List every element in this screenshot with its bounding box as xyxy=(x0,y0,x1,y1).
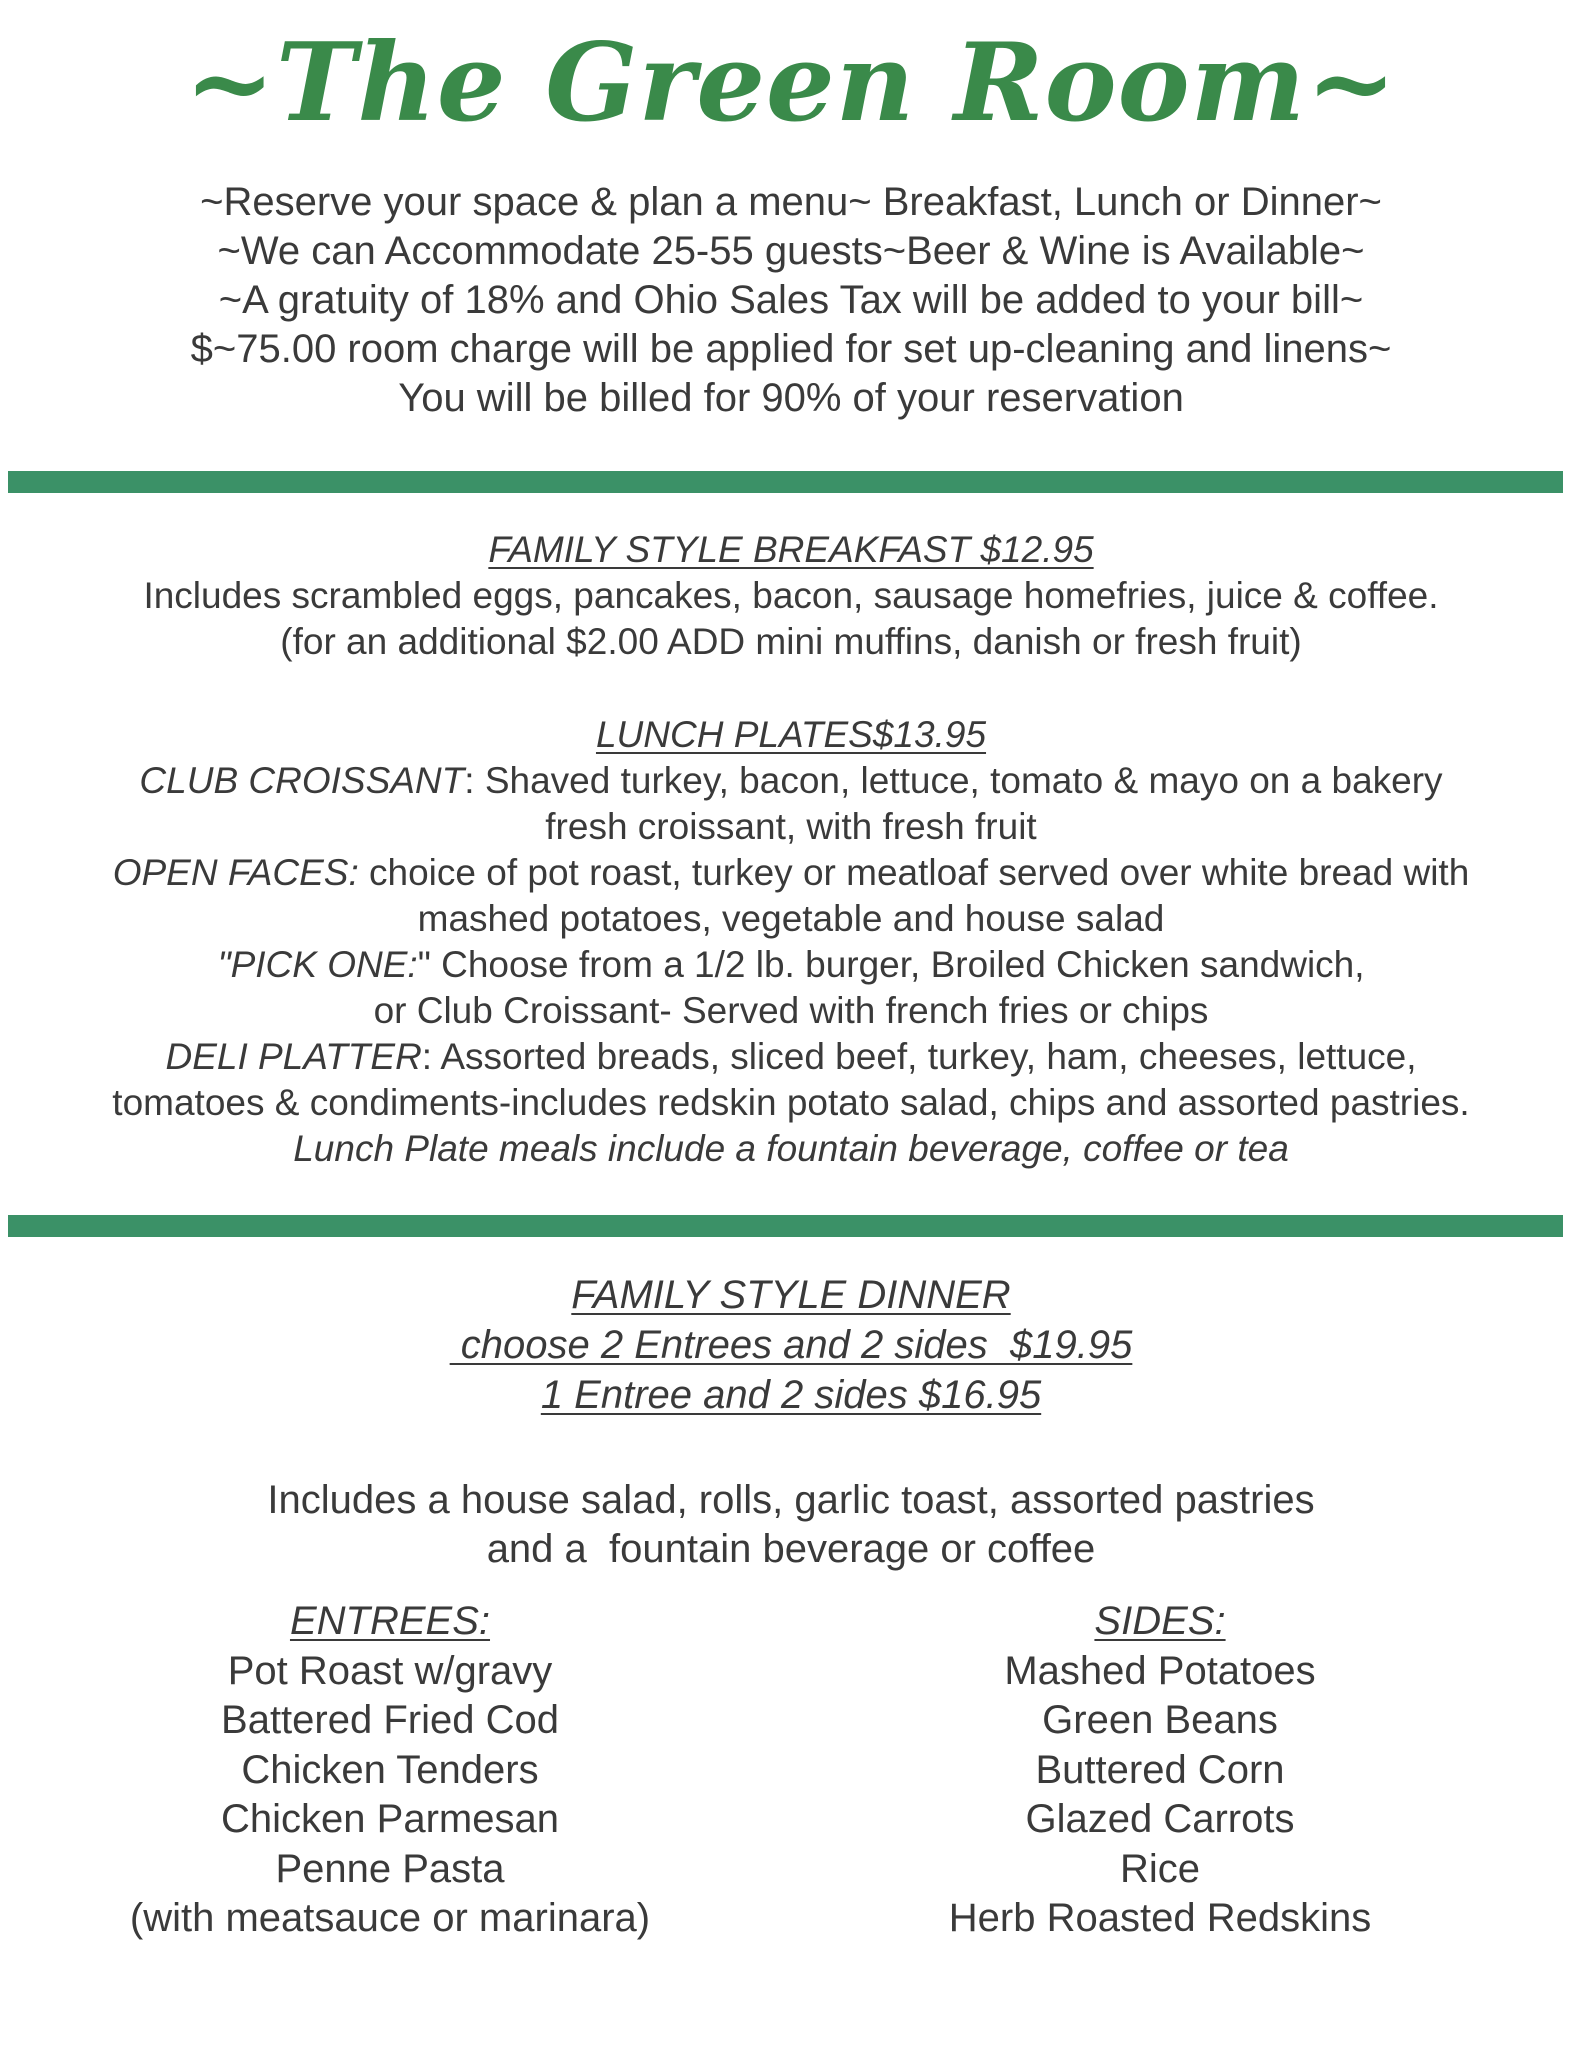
dinner-option-two-entrees: choose 2 Entrees and 2 sides $19.95 xyxy=(449,1323,1133,1367)
entree-item: Battered Fried Cod xyxy=(221,1698,559,1742)
breakfast-section xyxy=(0,527,1582,665)
breakfast-description: Includes scrambled eggs, pancakes, bacon, sausage homefries, juice & coffee. xyxy=(143,575,1439,616)
dinner-heading: FAMILY STYLE DINNER xyxy=(571,1273,1011,1317)
side-item: Glazed Carrots xyxy=(1025,1797,1295,1841)
entree-item: Penne Pasta xyxy=(275,1846,505,1891)
open-faces-line-2: mashed potatoes, vegetable and house salad xyxy=(417,898,1165,939)
club-croissant-label: CLUB CROISSANT xyxy=(139,760,465,801)
intro-line: You will be billed for 90% of your reservation xyxy=(398,376,1184,420)
pick-one-label: "PICK ONE: xyxy=(217,944,418,985)
lunch-note: Lunch Plate meals include a fountain beverage, coffee or tea xyxy=(293,1128,1289,1169)
side-item: Herb Roasted Redskins xyxy=(948,1896,1372,1940)
intro-line: ~We can Accommodate 25-55 guests~Beer & Wine is Available~ xyxy=(217,229,1365,273)
entree-item: (with meatsauce or marinara) xyxy=(129,1896,651,1940)
club-croissant-text: : Shaved turkey, bacon, lettuce, tomato & mayo on a bakery xyxy=(464,760,1443,801)
club-croissant-line-2: fresh croissant, with fresh fruit xyxy=(545,806,1037,847)
intro-line: ~Reserve your space & plan a menu~ Breakfast, Lunch or Dinner~ xyxy=(200,180,1382,224)
open-faces-label: OPEN FACES: xyxy=(112,852,359,893)
dinner-option-one-entree: 1 Entree and 2 sides $16.95 xyxy=(540,1373,1042,1417)
open-faces-text: choice of pot roast, turkey or meatloaf served over white bread with xyxy=(358,852,1470,893)
dinner-includes xyxy=(0,1476,1582,1574)
side-item: Mashed Potatoes xyxy=(1004,1648,1316,1693)
deli-platter-line xyxy=(0,1034,1582,1080)
intro-line: ~A gratuity of 18% and Ohio Sales Tax will be added to your bill~ xyxy=(218,278,1364,322)
sides-heading: SIDES: xyxy=(1094,1599,1226,1643)
menu-title: ~The Green Room~ xyxy=(184,20,1398,146)
open-faces-line xyxy=(0,850,1582,896)
deli-platter-line-2: tomatoes & condiments-includes redskin potato salad, chips and assorted pastries. xyxy=(112,1082,1470,1123)
intro-block xyxy=(0,178,1582,423)
entrees-column xyxy=(70,1597,710,1944)
dinner-heading-block xyxy=(0,1270,1582,1420)
entree-item: Chicken Parmesan xyxy=(221,1797,559,1841)
lunch-section xyxy=(0,712,1582,1172)
entrees-heading: ENTREES: xyxy=(289,1599,491,1643)
dinner-includes-line: Includes a house salad, rolls, garlic toast, assorted pastries xyxy=(267,1478,1315,1522)
pick-one-line-2: or Club Croissant- Served with french fries or chips xyxy=(373,990,1209,1031)
side-item: Buttered Corn xyxy=(1035,1747,1285,1792)
side-item: Rice xyxy=(1119,1846,1201,1891)
breakfast-heading: FAMILY STYLE BREAKFAST $12.95 xyxy=(488,529,1094,570)
entree-item: Chicken Tenders xyxy=(241,1747,539,1792)
dinner-includes-line: and a fountain beverage or coffee xyxy=(486,1527,1096,1571)
entree-item: Pot Roast w/gravy xyxy=(227,1648,553,1693)
lunch-heading: LUNCH PLATES$13.95 xyxy=(595,714,987,755)
divider-bar xyxy=(8,1215,1563,1237)
pick-one-line xyxy=(0,942,1582,988)
deli-platter-label: DELI PLATTER xyxy=(165,1036,422,1077)
breakfast-addon: (for an additional $2.00 ADD mini muffins, danish or fresh fruit) xyxy=(280,621,1302,662)
divider-bar xyxy=(8,471,1563,493)
sides-column xyxy=(850,1597,1470,1944)
club-croissant-line xyxy=(0,758,1582,804)
intro-line: $~75.00 room charge will be applied for set up-cleaning and linens~ xyxy=(190,327,1392,371)
side-item: Green Beans xyxy=(1042,1698,1278,1742)
pick-one-text: " Choose from a 1/2 lb. burger, Broiled Chicken sandwich, xyxy=(417,944,1365,985)
deli-platter-text: : Assorted breads, sliced beef, turkey, ham, cheeses, lettuce, xyxy=(421,1036,1417,1077)
